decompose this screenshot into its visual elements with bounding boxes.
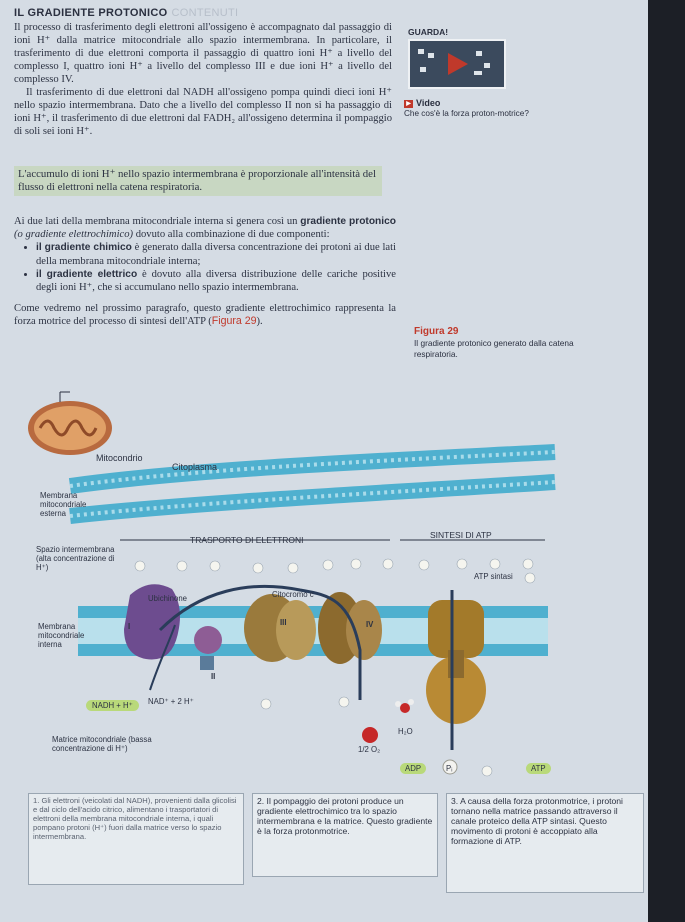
label-cytochrome-c: Citocromo c (272, 590, 314, 599)
video-play-icon: ▶ (404, 100, 413, 108)
list-item: • il gradiente elettrico è dovuto alla diversa distribuzione delle cariche positive degli ioni H⁺, che si accumulano nello spazio intermembrana. (36, 268, 396, 294)
label-nad: NAD⁺ + 2 H⁺ (148, 697, 194, 706)
caption-step-1: 1. Gli elettroni (veicolati dal NADH), provenienti dalla glicolisi e dal ciclo dell'acido citrico, alimentano i trasportatori di elettroni della membrana mitocondriale interna, i quali pompano protoni (H⁺) fuori dalla matrice verso lo spazio intermembrana. (28, 793, 244, 885)
intro-text (14, 21, 392, 138)
paragraph-1: Il processo di trasferimento degli elettroni all'ossigeno è accompagnato dal passaggio di ioni H⁺ dalla matrice mitocondriale allo spazio intermembrana. In particolare, il trasferimento di due elettroni comporta il passaggio di quattro ioni H⁺ a livello del complesso I, quattro ioni H⁺ a livello del complesso III e due ioni H⁺ a livello del complesso IV. (14, 22, 392, 85)
label-atp-synthase: ATP sintasi (474, 572, 513, 581)
closing-paragraph: Come vedremo nel prossimo paragrafo, questo gradiente elettrochimico rappresenta la forza motrice del processo di sintesi dell'ATP (Figura 29). (14, 303, 396, 328)
caption-step-2: 2. Il pompaggio dei protoni produce un gradiente elettrochimico tra lo spazio intermembrana e la matrice. Questo gradiente è la forza protonmotrice. (252, 793, 438, 877)
label-water: H₂O (398, 727, 413, 736)
label-outer-membrane: Membrana mitocondriale esterna (40, 491, 87, 518)
gradient-intro: Ai due lati della membrana mitocondriale interna si genera così un gradiente protonico (o gradiente elettrochimico) dovuto alla combinazione di due componenti: (14, 216, 396, 241)
label-complex-iii: III (280, 618, 287, 627)
section-ghost-text: CONTENUTI (171, 7, 239, 19)
mitochondrion-icon (28, 392, 112, 455)
components-list (14, 241, 396, 294)
label-adp: ADP (400, 763, 426, 774)
section-heading (14, 7, 238, 19)
label-inner-membrane: Membrana mitocondriale interna (38, 622, 85, 649)
video-question: Che cos'è la forza proton-motrice? (404, 109, 529, 118)
label-citoplasma: Citoplasma (172, 462, 218, 472)
section-title: IL GRADIENTE PROTONICO (14, 7, 168, 19)
label-half-oxygen: 1/2 O₂ (358, 745, 381, 754)
label-ubiquinone: Ubichinone (148, 594, 188, 603)
video-link[interactable]: ▶ Video (404, 98, 440, 108)
figure-caption: Il gradiente protonico generato dalla catena respiratoria. (414, 338, 574, 359)
figure-reference[interactable]: Figura 29 (211, 315, 257, 328)
video-thumbnail[interactable] (408, 39, 506, 89)
video-thumbnail-art (410, 41, 504, 87)
paragraph-2: Il trasferimento di due elettroni dal NADH all'ossigeno pompa quindi dieci ioni H⁺ nello spazio intermembrana. Dato che a livello del complesso II non si ha passaggio di ioni H⁺, il trasferimento di due elettroni dal FADH₂ all'ossigeno determina il pompaggio di soli sei ioni H⁺. (14, 87, 392, 137)
highlight-box: L'accumulo di ioni H⁺ nello spazio intermembrana è proporzionale all'intensità del flusso di elettroni nella catena respiratoria. (14, 166, 382, 196)
label-matrix: Matrice mitocondriale (bassa concentrazione di H⁺) (52, 735, 152, 753)
oxygen-atom (362, 727, 378, 743)
complex-iii (244, 594, 316, 662)
list-item: • il gradiente chimico è generato dalla diversa concentrazione dei protoni ai due lati della membrana mitocondriale interna; (36, 241, 396, 267)
label-electron-transport: TRASPORTO DI ELETTRONI (190, 535, 304, 545)
label-complex-iv: IV (366, 620, 374, 629)
label-phosphate: Pᵢ (446, 764, 453, 773)
outer-membrane (70, 452, 555, 516)
label-mitocondrio: Mitocondrio (96, 453, 143, 463)
label-atp-synthesis: SINTESI DI ATP (430, 530, 492, 540)
gradient-section (14, 215, 396, 329)
figure-title: Figura 29 (414, 326, 459, 337)
guarda-label: GUARDA! (408, 27, 449, 37)
label-atp-product: ATP (526, 763, 551, 774)
label-intermembrane-space: Spazio intermembrana (alta concentrazione di H⁺) (36, 545, 115, 572)
label-complex-ii: II (211, 672, 216, 681)
caption-step-3: 3. A causa della forza protonmotrice, i protoni tornano nella matrice passando attraverso il canale proteico della ATP sintasi. Questo movimento di protoni è accoppiato alla formazione di ATP. (446, 793, 644, 893)
page-edge-shadow (648, 0, 685, 922)
label-complex-i: I (128, 622, 131, 631)
label-nadh: NADH + H⁺ (86, 700, 139, 711)
atp-synthase (426, 600, 486, 724)
